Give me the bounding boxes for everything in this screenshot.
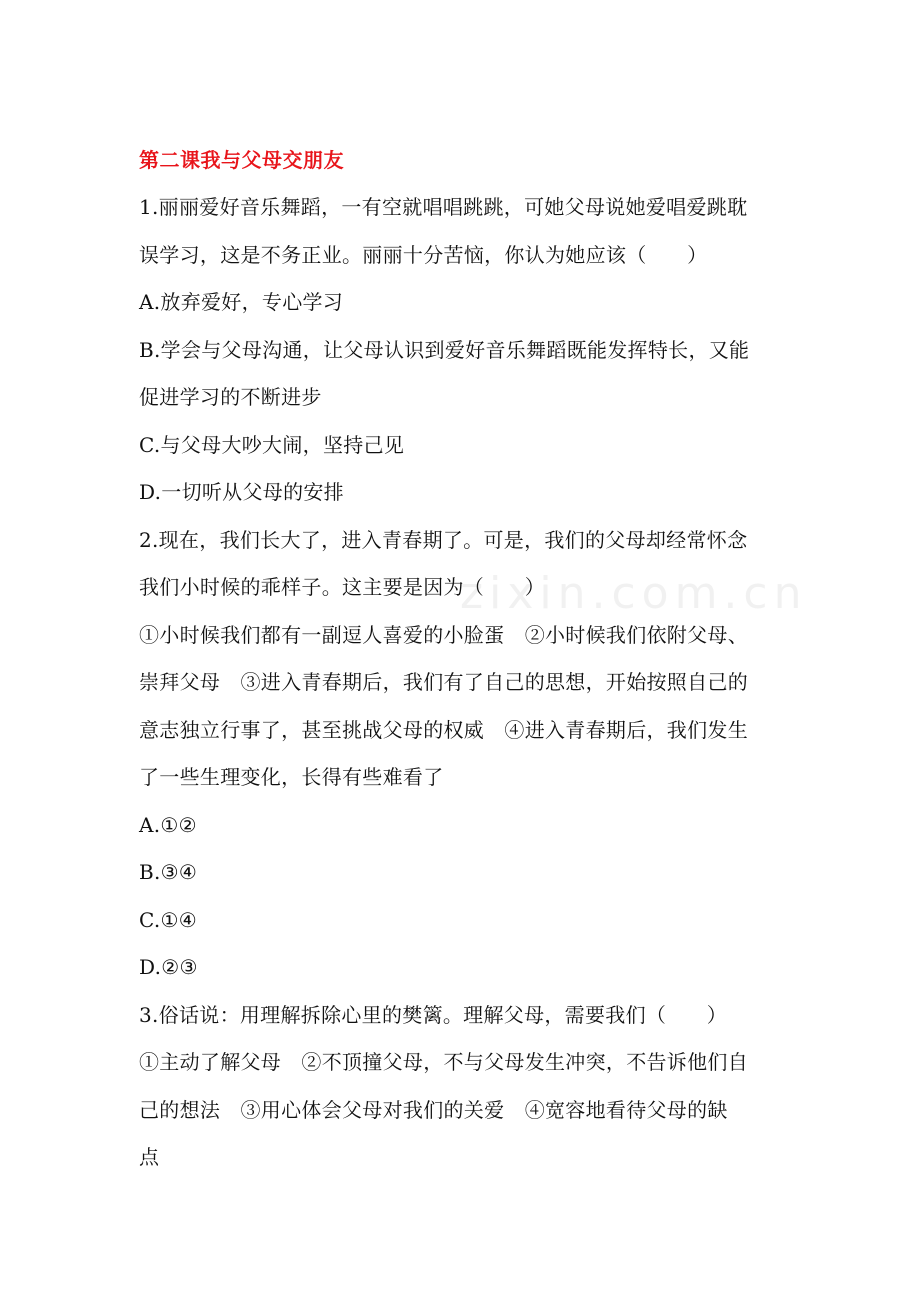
q2-items-line-1: ①小时候我们都有一副逗人喜爱的小脸蛋 ②小时候我们依附父母、 [139,622,748,647]
watermark: zixin.com.cn [460,568,808,619]
q3-items-line-1: ①主动了解父母 ②不顶撞父母，不与父母发生冲突，不告诉他们自 [139,1050,748,1074]
document-page [139,138,789,1182]
q1-option-b-line-2: 促进学习的不断进步 [139,385,322,409]
q2-option-a: A.①② [139,812,197,837]
q1-stem-line-2: 误学习，这是不务正业。丽丽十分苦恼，你认为她应该（ ） [139,242,708,267]
q2-option-d: D.②③ [139,955,198,979]
q3-items-line-2: 己的想法 ③用心体会父母对我们的关爱 ④宽容地看待父母的缺 [139,1097,728,1122]
q3-items-line-3: 点 [139,1145,160,1169]
q2-option-b: B.③④ [139,860,198,884]
q2-stem-line-1: 2.现在，我们长大了，进入青春期了。可是，我们的父母却经常怀念 [139,527,748,552]
q1-option-d: D.一切听从父母的安排 [139,480,344,504]
q2-stem-line-2: 我们小时候的乖样子。这主要是因为（ ） [139,575,545,599]
q1-stem-line-1: 1.丽丽爱好音乐舞蹈，一有空就唱唱跳跳，可她父母说她爱唱爱跳耽 [139,195,748,219]
q1-option-c: C.与父母大吵大闹，坚持己见 [139,432,405,457]
q3-stem-line-1: 3.俗话说：用理解拆除心里的樊篱。理解父母，需要我们（ ） [139,1002,728,1027]
q2-items-line-2: 崇拜父母 ③进入青春期后，我们有了自己的思想，开始按照自己的 [139,670,748,694]
lesson-title: 第二课我与父母交朋友 [139,148,344,172]
q2-items-line-4: 了一些生理变化，长得有些难看了 [139,765,444,789]
q1-option-a: A.放弃爱好，专心学习 [139,290,344,314]
q2-items-line-3: 意志独立行事了，甚至挑战父母的权威 ④进入青春期后，我们发生 [139,717,748,742]
q1-option-b-line-1: B.学会与父母沟通，让父母认识到爱好音乐舞蹈既能发挥特长，又能 [139,337,750,362]
q2-option-c: C.①④ [139,907,198,932]
